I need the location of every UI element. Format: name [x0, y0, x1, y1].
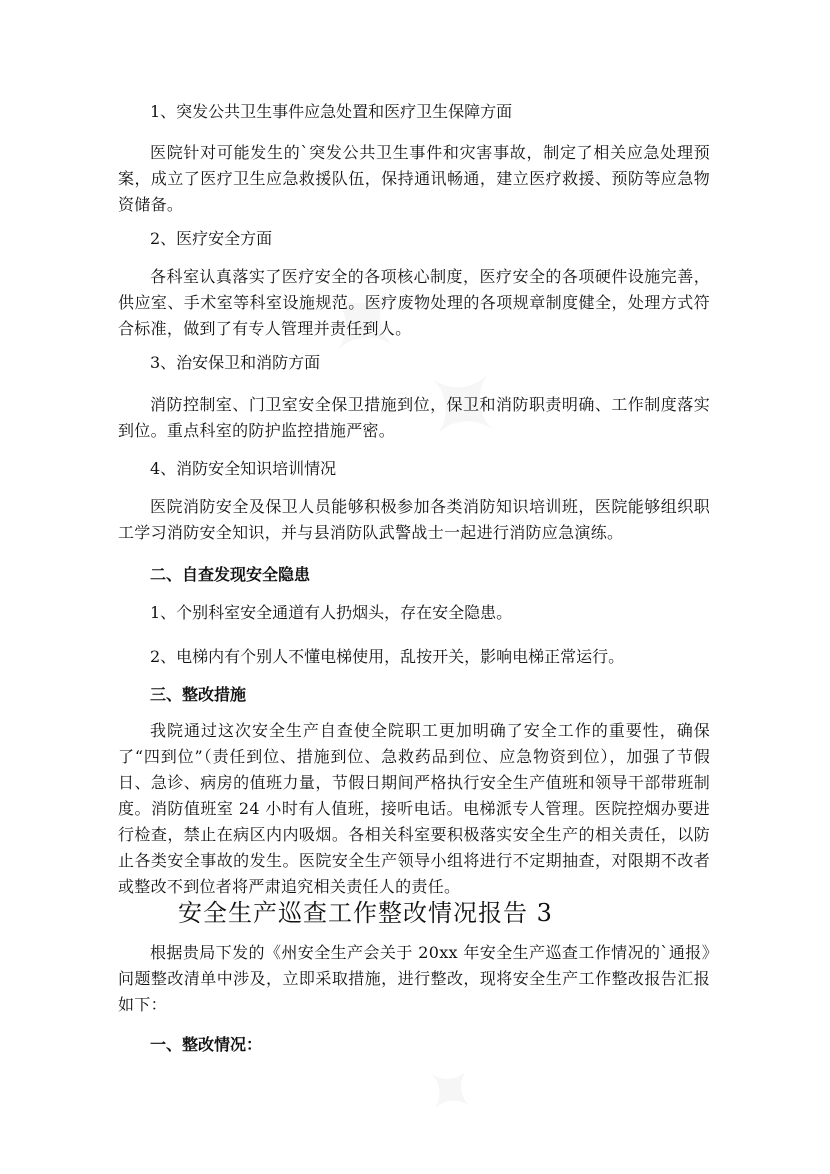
section-body-4: 医院消防安全及保卫人员能够积极参加各类消防知识培训班，医院能够组织职工学习消防安全知识，并与县消防队武警战士一起进行消防应急演练。: [118, 497, 710, 542]
section-heading-4: 4、消防安全知识培训情况: [150, 459, 337, 478]
section-body-2: 各科室认真落实了医疗安全的各项核心制度，医疗安全的各项硬件设施完善，供应室、手术室等科室设施规范。医疗废物处理的各项规章制度健全，处理方式符合标准，做到了有专人管理并责任到人。: [118, 267, 710, 338]
section-heading-1: 1、突发公共卫生事件应急处置和医疗卫生保障方面: [150, 102, 513, 121]
part3-body: 我院通过这次安全生产自查使全院职工更加明确了安全工作的重要性，确保了“四到位”（责任到位、措施到位、急救药品到位、应急物资到位），加强了节假日、急诊、病房的值班力量，节假日期间严格执行安全生产值班和领导干部带班制度。消防值班室 24 小时有人值班，接听电话。电梯派专人管理。医院控烟办要进行检查，禁止在病区内内吸烟。各相关科室要积极落实安全生产的相关责任，以防止各类安全事故的发生。医院安全生产领导小组将进行不定期抽查，对限期不改者或整改不到位者将严肃追究相关责任人的责任。: [118, 721, 710, 896]
part2-heading: 二、自查发现安全隐患: [150, 565, 311, 584]
section-body-3: 消防控制室、门卫室安全保卫措施到位，保卫和消防职责明确、工作制度落实到位。重点科室的防护监控措施严密。: [118, 395, 710, 440]
part3-heading: 三、整改措施: [150, 685, 247, 704]
part2-item-2: 2、电梯内有个别人不懂电梯使用，乱按开关，影响电梯正常运行。: [150, 647, 625, 666]
section-heading-2: 2、医疗安全方面: [150, 229, 273, 248]
part2-item-1: 1、个别科室安全通道有人扔烟头，存在安全隐患。: [150, 603, 513, 622]
report-title: 安全生产巡查工作整改情况报告 3: [178, 899, 553, 927]
report-intro: 根据贵局下发的《州安全生产会关于 20xx 年安全生产巡查工作情况的`通报》问题整改清单中涉及，立即采取措施，进行整改，现将安全生产工作整改报告汇报如下：: [118, 943, 710, 1014]
section-heading-3: 3、治安保卫和消防方面: [150, 353, 321, 372]
section-body-1: 医院针对可能发生的`突发公共卫生事件和灾害事故，制定了相关应急处理预案，成立了医疗卫生应急救援队伍，保持通讯畅通，建立医疗救援、预防等应急物资储备。: [118, 143, 710, 214]
watermark-2: [401, 1041, 499, 1142]
report-heading-1: 一、整改情况：: [150, 1035, 263, 1054]
